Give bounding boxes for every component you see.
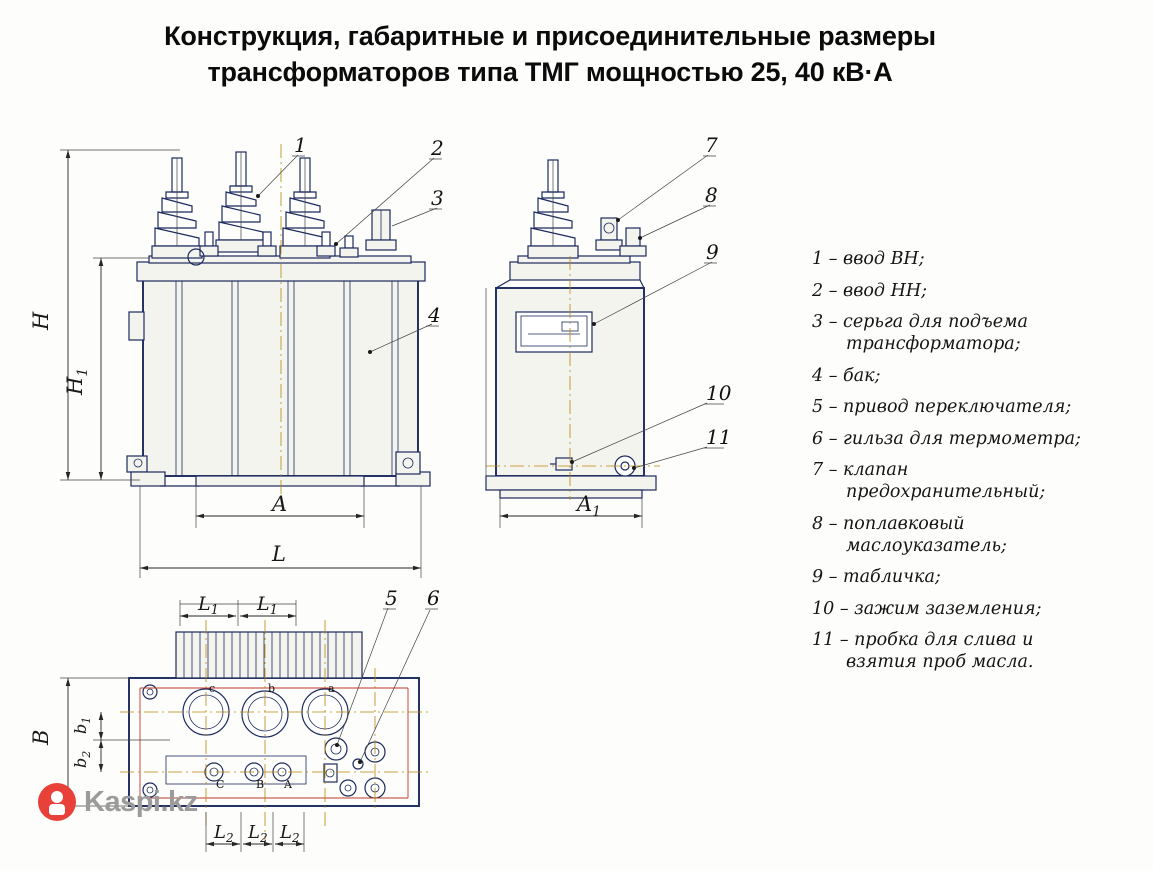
legend-item [812, 365, 1142, 387]
callout-1: 1 [294, 133, 307, 157]
dim-label-A: A [272, 492, 288, 516]
callout-8: 8 [705, 183, 718, 207]
legend-number: 2 – [812, 280, 844, 301]
dim-label-b2: $b_2$ [71, 750, 93, 768]
legend-number: 3 – [812, 312, 844, 332]
legend-text: клапан [843, 460, 909, 480]
dim-label-H: H [29, 311, 53, 330]
callout-3: 3 [431, 186, 444, 210]
phase-mark-c: c [209, 682, 216, 695]
legend-number: 8 – [812, 513, 844, 534]
nameplate [516, 312, 592, 352]
legend-text: привод переключателя; [843, 397, 1072, 417]
dim-label-H1: $H_1$ [63, 367, 91, 395]
legend-number: 7 – [812, 460, 844, 480]
legend-text: ввод НН; [843, 280, 927, 301]
dim-label-L2-c: $L_2$ [280, 822, 300, 845]
callout-10: 10 [706, 381, 732, 405]
phase-mark-B: B [256, 778, 265, 791]
legend-number: 6 – [812, 428, 844, 449]
legend-text-cont: предохранительный; [846, 482, 1046, 502]
legend-text: бак; [843, 365, 881, 386]
watermark-label: Kaspi.kz [84, 785, 198, 818]
legend-item [812, 396, 1142, 418]
legend-item [812, 459, 1142, 503]
lifting-lug [366, 210, 396, 250]
legend-item [812, 513, 1142, 557]
dim-label-L: L [272, 542, 286, 566]
front-view [60, 144, 430, 578]
legend-number: 9 – [812, 567, 844, 587]
phase-mark-C: C [216, 778, 225, 791]
dim-label-L1-a: $L_1$ [198, 593, 219, 618]
legend-text: ввод ВН; [843, 249, 925, 269]
legend-item [812, 311, 1142, 355]
dim-label-A1: $A_1$ [577, 492, 602, 520]
watermark [38, 783, 198, 821]
callout-7: 7 [705, 133, 718, 157]
legend-number: 1 – [812, 249, 844, 269]
legend-item [812, 280, 1142, 302]
legend-number: 10 – [812, 598, 855, 619]
legend-text: табличка; [843, 567, 941, 587]
legend-item [812, 248, 1142, 270]
phase-mark-a: a [328, 682, 335, 695]
dim-label-L2-b: $L_2$ [248, 822, 268, 845]
legend-text: серьга для подъема [843, 312, 1028, 332]
oil-level-gauge [620, 228, 646, 256]
callout-9: 9 [706, 240, 719, 264]
legend-number: 4 – [812, 365, 844, 386]
legend-item [812, 428, 1142, 450]
legend-item [812, 598, 1142, 620]
legend-list [812, 248, 1142, 683]
legend-text-cont: взятия проб масла. [846, 652, 1034, 672]
phase-mark-A: A [284, 778, 292, 791]
legend-text-cont: маслоуказатель; [846, 535, 1007, 556]
tap-changer-drive [325, 738, 347, 760]
legend-text: гильза для термометра; [843, 428, 1081, 449]
legend-item [812, 566, 1142, 588]
dim-label-L2-a: $L_2$ [214, 822, 234, 845]
legend-text: поплавковый [843, 513, 965, 534]
legend-number: 5 – [812, 397, 844, 417]
legend-number: 11 – [812, 630, 855, 650]
title-line-2: трансформаторов типа ТМГ мощностью 25, 40 кВ·А [207, 57, 893, 87]
callout-4: 4 [428, 303, 441, 327]
legend-text: пробка для слива и [854, 630, 1034, 650]
dim-label-L1-b: $L_1$ [257, 593, 278, 618]
dim-label-b1: $b_1$ [71, 716, 93, 734]
relief-valve [596, 218, 622, 250]
callout-5: 5 [385, 586, 398, 610]
side-view [486, 160, 660, 528]
legend-text-cont: трансформатора; [846, 334, 1021, 354]
legend-text: зажим заземления; [854, 598, 1042, 619]
kaspi-logo-icon [38, 783, 76, 821]
callout-11: 11 [706, 425, 732, 449]
callout-2: 2 [431, 136, 444, 160]
dim-label-B: B [29, 729, 53, 745]
phase-mark-b: b [268, 682, 276, 695]
hv-bushing-group [152, 152, 330, 258]
title-line-1: Конструкция, габаритные и присоединительные размеры [164, 21, 936, 51]
legend-item [812, 629, 1142, 673]
callout-6: 6 [427, 586, 440, 610]
